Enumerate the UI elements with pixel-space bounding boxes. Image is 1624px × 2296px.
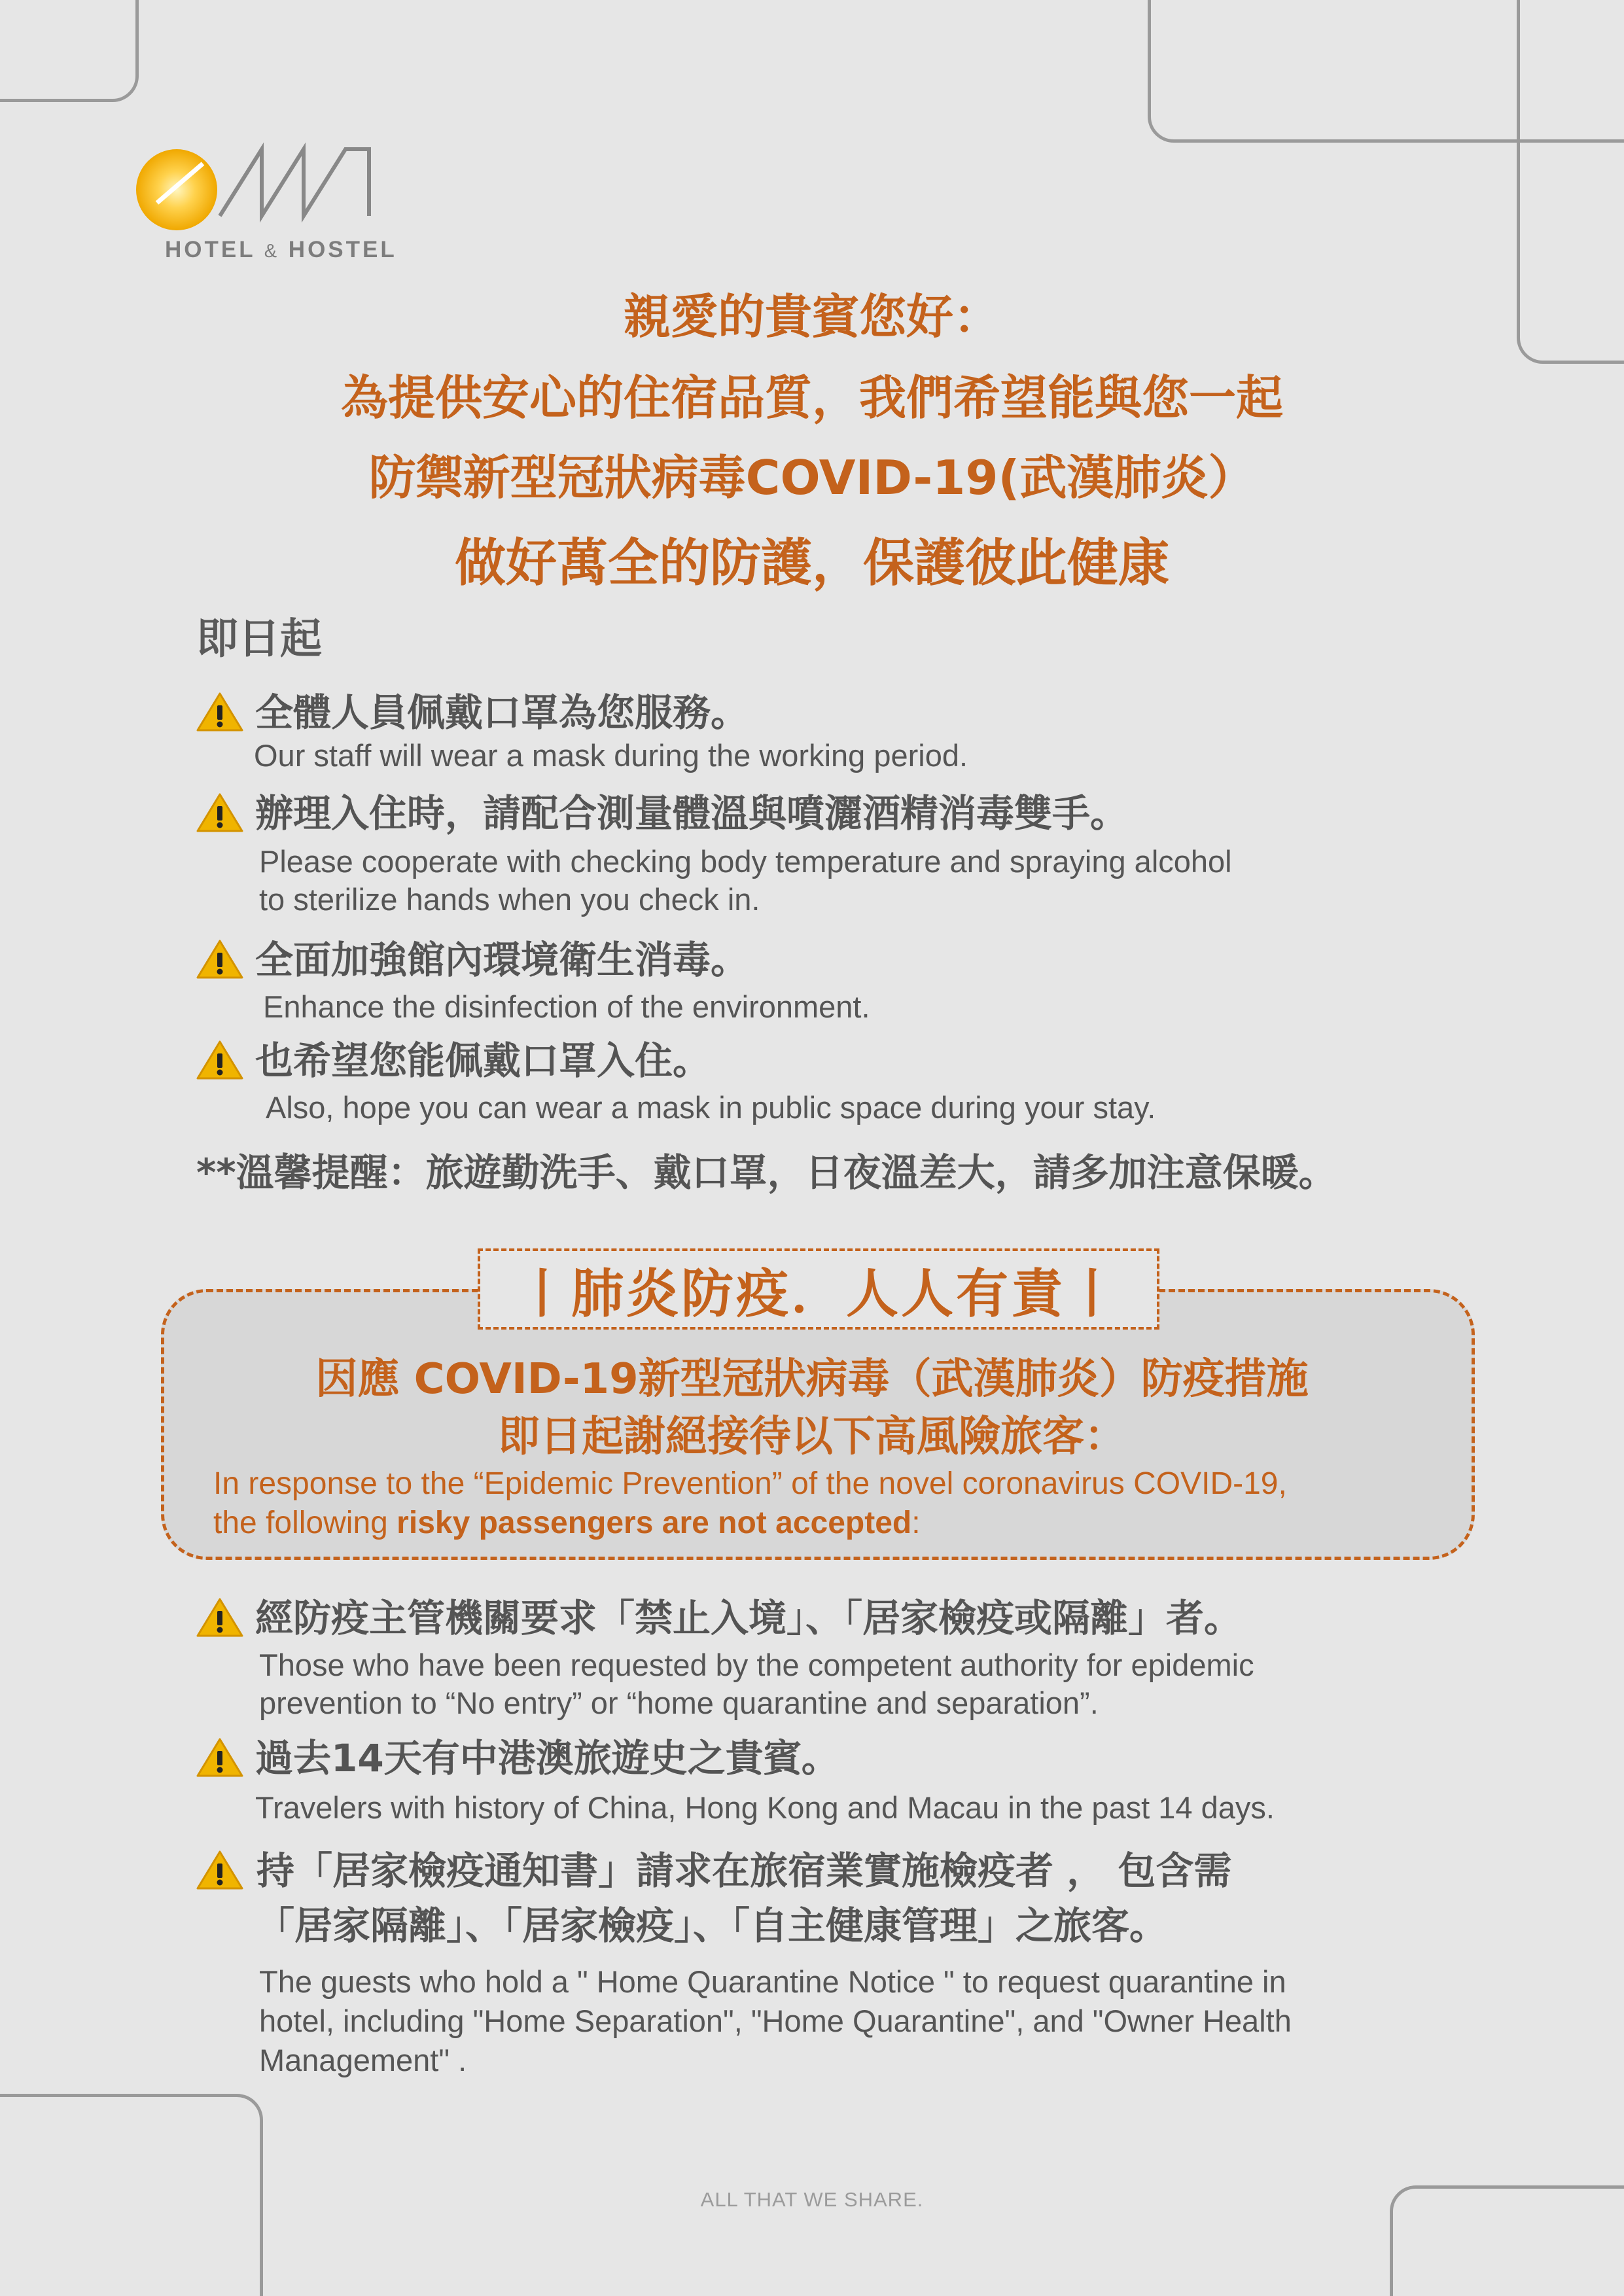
- warning-icon: [196, 1737, 243, 1778]
- warning-icon: [196, 1849, 243, 1891]
- restriction-en: The guests who hold a " Home Quarantine Notice " to request quarantine in: [259, 1964, 1286, 1999]
- restriction-en: prevention to “No entry” or “home quarantine and separation”.: [259, 1686, 1099, 1720]
- greeting-line3: 防禦新型冠狀病毒COVID-19(武漢肺炎）: [368, 450, 1256, 505]
- notice-line2: 即日起謝絕接待以下高風險旅客：: [498, 1413, 1126, 1461]
- measure-en: Our staff will wear a mask during the working period.: [254, 738, 968, 773]
- decor-frame-topleft: [0, 0, 139, 102]
- warning-icon: [196, 1597, 243, 1638]
- measure-zh: 辦理入住時，請配合測量體溫與噴灑酒精消毒雙手。: [255, 791, 1129, 836]
- warning-icon: [196, 792, 243, 834]
- restriction-zh: 持「居家檢疫通知書」請求在旅宿業實施檢疫者 ， 包含需: [256, 1848, 1232, 1893]
- measure-zh: 也希望您能佩戴口罩入住。: [255, 1038, 711, 1083]
- restriction-en: hotel, including "Home Separation", "Home Quarantine", and "Owner Health: [259, 2004, 1292, 2038]
- warning-icon: [196, 938, 243, 980]
- greeting-line1: 親愛的貴賓您好：: [623, 289, 1000, 344]
- restriction-zh: 經防疫主管機關要求「禁止入境」、「居家檢疫或隔離」者。: [255, 1596, 1243, 1640]
- restriction-en: Management" .: [259, 2043, 467, 2077]
- warning-icon: [196, 1039, 243, 1081]
- notice-en-emphasis: risky passengers are not accepted: [397, 1506, 912, 1540]
- measure-zh: 全體人員佩戴口罩為您服務。: [255, 690, 749, 735]
- warning-icon: [196, 691, 243, 733]
- measure-en: Please cooperate with checking body temperature and spraying alcohol: [259, 844, 1232, 879]
- footer-tagline: ALL THAT WE SHARE.: [700, 2188, 924, 2211]
- reminder-text: **溫馨提醒：旅遊勤洗手、戴口罩，日夜溫差大，請多加注意保暖。: [196, 1150, 1337, 1195]
- notice-badge-label: 丨肺炎防疫．人人有責丨: [516, 1263, 1121, 1324]
- section-title: 即日起: [196, 615, 322, 663]
- measure-en: Also, hope you can wear a mask in public space during your stay.: [266, 1090, 1156, 1125]
- greeting-line2: 為提供安心的住宿品質，我們希望能與您一起: [340, 370, 1283, 425]
- brand-name: HOTEL & HOSTEL: [165, 237, 397, 262]
- greeting-line4: 做好萬全的防護，保護彼此健康: [454, 534, 1169, 593]
- notice-line1: 因應 COVID-19新型冠狀病毒（武漢肺炎）防疫措施: [315, 1355, 1309, 1404]
- measure-zh: 全面加強館內環境衛生消毒。: [255, 938, 749, 982]
- notice-badge: [478, 1248, 1159, 1330]
- notice-en-line2: the following risky passengers are not accepted:: [213, 1506, 921, 1540]
- restriction-zh: 「居家隔離」、「居家檢疫」、「自主健康管理」之旅客。: [256, 1903, 1168, 1948]
- restriction-en: Those who have been requested by the competent authority for epidemic: [259, 1648, 1254, 1682]
- measure-en: to sterilize hands when you check in.: [259, 882, 760, 917]
- notice-en-line1: In response to the “Epidemic Prevention” of the novel coronavirus COVID-19,: [213, 1466, 1287, 1501]
- restriction-en: Travelers with history of China, Hong Kong and Macau in the past 14 days.: [255, 1790, 1275, 1825]
- measure-en: Enhance the disinfection of the environment.: [263, 989, 870, 1024]
- restriction-zh: 過去14天有中港澳旅遊史之貴賓。: [255, 1736, 839, 1780]
